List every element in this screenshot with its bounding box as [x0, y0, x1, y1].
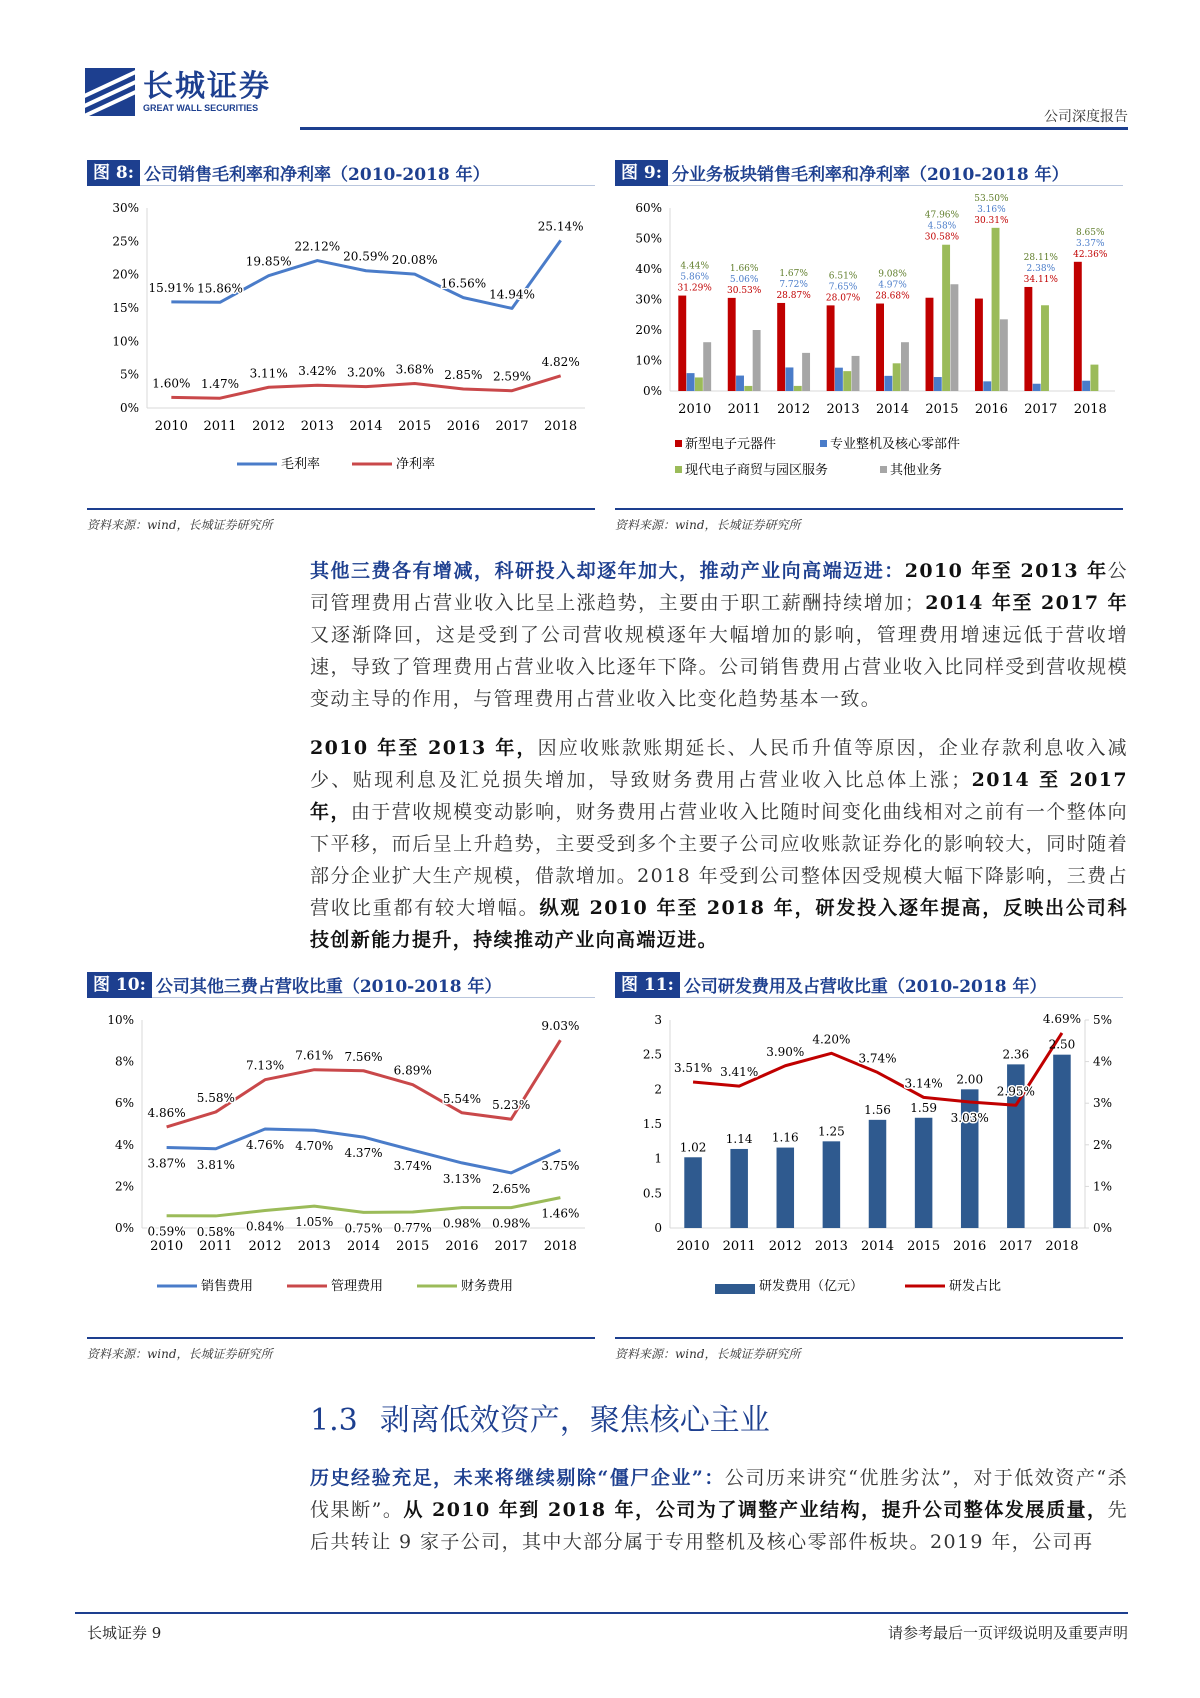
x-tick-label: 2018 — [544, 419, 578, 434]
data-label: 25.14% — [537, 219, 584, 234]
x-tick-label: 2011 — [199, 1239, 233, 1254]
x-tick-label: 2016 — [953, 1239, 987, 1254]
figure-number: 图 11: — [615, 972, 680, 998]
data-label: 5.54% — [442, 1091, 482, 1106]
figure-source: 资料来源：wind，长城证券研究所 — [87, 1337, 595, 1362]
y-tick-label: 0% — [119, 401, 139, 415]
legend-swatch — [715, 1284, 755, 1294]
y-tick-label: 25% — [112, 234, 139, 249]
x-tick-label: 2012 — [252, 419, 286, 434]
data-label: 4.76% — [245, 1137, 285, 1152]
y-tick-label: 2% — [114, 1179, 134, 1194]
paragraph-divestment — [310, 1462, 1128, 1558]
data-label: 31.29% — [677, 283, 712, 294]
bar-现代电子商贸与园区服务 — [893, 363, 901, 391]
y-tick-label: 30% — [112, 201, 139, 215]
data-label: 20.59% — [343, 249, 389, 264]
figure-title — [87, 972, 595, 998]
y-tick-label: 10% — [112, 334, 139, 349]
data-label: 4.37% — [344, 1146, 383, 1161]
bar-新型电子元器件 — [1074, 262, 1082, 391]
data-label: 4.82% — [541, 354, 580, 369]
bar-专业整机及核心零部件 — [983, 381, 991, 391]
data-label: 2.65% — [492, 1181, 531, 1196]
data-label: 1.59 — [910, 1100, 937, 1115]
bar-现代电子商贸与园区服务 — [992, 228, 1000, 391]
data-label: 4.70% — [295, 1139, 334, 1154]
data-label: 0.75% — [344, 1221, 383, 1236]
footer-page: 长城证券 9 — [87, 1624, 162, 1642]
legend-label: 管理费用 — [331, 1279, 384, 1294]
paragraph-emphasis: 2010 年至 2013 年 — [904, 560, 1108, 582]
chart-segment-margin — [615, 186, 1123, 504]
bar-研发费用（亿元） — [777, 1148, 795, 1228]
x-tick-label: 2011 — [722, 1239, 756, 1254]
chart-three-expenses — [87, 998, 595, 1333]
y-tick-label: 0% — [642, 384, 662, 398]
figure-number: 图 10: — [87, 972, 152, 998]
legend-swatch — [675, 440, 682, 447]
bar-研发费用（亿元） — [915, 1118, 933, 1228]
bar-现代电子商贸与园区服务 — [1041, 305, 1049, 391]
figure-10 — [87, 972, 595, 1362]
figure-title-text: 分业务板块销售毛利率和净利率（2010-2018 年） — [672, 165, 1069, 185]
data-label: 0.98% — [492, 1216, 531, 1231]
data-label: 3.14% — [904, 1076, 943, 1091]
bar-研发费用（亿元） — [1053, 1055, 1071, 1228]
chart-gross-net-margin — [87, 186, 595, 504]
paragraph-text: 公司管理费用占营业收入比呈上涨趋势，主要由于职工薪酬持续增加； — [310, 560, 1128, 614]
x-tick-label: 2018 — [1073, 402, 1107, 417]
bar-专业整机及核心零部件 — [1033, 384, 1041, 391]
y-tick-label: 0% — [114, 1221, 134, 1235]
y-tick-label: 40% — [635, 262, 662, 276]
x-tick-label: 2017 — [1024, 402, 1058, 417]
data-label: 28.68% — [875, 291, 910, 302]
data-label: 5.86% — [680, 272, 710, 283]
x-tick-label: 2014 — [346, 1239, 381, 1254]
bar-专业整机及核心零部件 — [786, 367, 794, 391]
data-label: 1.25 — [818, 1124, 845, 1139]
data-label: 4.58% — [927, 221, 957, 232]
bar-新型电子元器件 — [678, 296, 686, 391]
paragraph-text: 由于营收规模变动影响，财务费用占营业收入比随时间变化曲线相对之前有一个整体向下平移，而后呈上升趋势，主要受到多个主要子公司应收账款证券化的影响较大，同时随着部分企业扩大生产规模，借款增加。2018 年受到公司整体因受规模大幅下降影响，三费占营收比重都有较大增幅。 — [310, 801, 1128, 919]
y-tick-label: 15% — [112, 301, 139, 315]
x-tick-label: 2018 — [1045, 1239, 1079, 1254]
legend-swatch — [675, 466, 682, 473]
x-tick-label: 2013 — [814, 1239, 848, 1254]
y-tick-label: 2 — [654, 1082, 662, 1097]
data-label: 3.51% — [673, 1060, 713, 1075]
paragraph-text: 先后共转让 9 家子公司，其中大部分属于专用整机及核心零部件板块。2019 年，公司再 — [310, 1499, 1128, 1553]
data-label: 3.03% — [950, 1110, 989, 1125]
data-label: 1.47% — [200, 377, 240, 392]
paragraph-emphasis: 从 2010 年到 2018 年，公司为了调整产业结构，提升公司整体发展质量， — [403, 1499, 1108, 1521]
x-tick-label: 2010 — [154, 419, 188, 434]
data-label: 7.72% — [779, 279, 808, 290]
data-label: 3.13% — [442, 1171, 482, 1186]
data-label: 19.85% — [245, 254, 292, 269]
bar-研发费用（亿元） — [823, 1141, 841, 1228]
bar-其他业务 — [852, 356, 860, 391]
data-label: 30.58% — [924, 232, 960, 243]
legend-label: 研发占比 — [949, 1279, 1002, 1294]
data-label: 28.87% — [776, 290, 811, 301]
x-tick-label: 2013 — [826, 402, 860, 417]
figure-number: 图 9: — [615, 160, 668, 186]
y-tick-label: 6% — [114, 1096, 134, 1111]
y-tick-label: 20% — [635, 323, 662, 337]
x-tick-label: 2015 — [925, 402, 959, 417]
data-label: 0.84% — [245, 1219, 285, 1234]
paragraph-lead: 历史经验充足，未来将继续剔除“僵尸企业”： — [310, 1467, 725, 1489]
bar-其他业务 — [950, 284, 958, 391]
bar-其他业务 — [901, 342, 909, 391]
data-label: 28.11% — [1023, 252, 1058, 263]
bar-其他业务 — [1000, 319, 1008, 391]
bar-其他业务 — [753, 330, 761, 391]
data-label: 2.50 — [1048, 1037, 1076, 1052]
chart-rnd-expense — [615, 998, 1123, 1333]
data-label: 6.51% — [828, 271, 858, 282]
data-label: 1.60% — [152, 376, 191, 391]
x-tick-label: 2010 — [676, 1239, 710, 1254]
y-tick-label: 1.5 — [642, 1117, 662, 1131]
bar-专业整机及核心零部件 — [687, 373, 695, 391]
data-label: 4.86% — [147, 1105, 186, 1120]
data-label: 28.07% — [825, 293, 861, 304]
y2-tick-label: 4% — [1093, 1054, 1113, 1069]
y-tick-label: 4% — [114, 1137, 134, 1152]
x-tick-label: 2012 — [248, 1239, 282, 1254]
paragraph-emphasis: 2014 至 2017 年， — [310, 769, 1128, 823]
data-label: 2.36 — [1002, 1047, 1030, 1062]
data-label: 1.66% — [729, 263, 759, 274]
paragraph-expenses — [310, 555, 1128, 715]
y-tick-label: 0 — [654, 1221, 662, 1235]
y-tick-label: 10% — [635, 353, 662, 368]
x-tick-label: 2012 — [777, 402, 811, 417]
figure-title — [615, 160, 1123, 186]
figure-source: 资料来源：wind，长城证券研究所 — [615, 508, 1123, 533]
bar-专业整机及核心零部件 — [934, 377, 942, 391]
section-number: 1.3 — [310, 1403, 358, 1438]
company-logo — [85, 68, 271, 116]
x-tick-label: 2018 — [543, 1239, 577, 1254]
y-tick-label: 20% — [112, 267, 139, 282]
paragraph-text: 因应收账款账期延长、人民币升值等原因，企业存款利息收入减少、贴现利息及汇兑损失增加，导致财务费用占营业收入比总体上涨； — [310, 737, 1129, 791]
data-label: 14.94% — [489, 287, 535, 302]
paragraph-emphasis: 2014 年至 2017 年 — [925, 592, 1128, 614]
y2-tick-label: 3% — [1093, 1096, 1113, 1111]
y-tick-label: 0.5 — [642, 1186, 662, 1201]
paragraph-emphasis: 2010 年至 2013 年， — [310, 737, 538, 759]
paragraph-finance-costs — [310, 732, 1128, 956]
figure-title-text: 公司销售毛利率和净利率（2010-2018 年） — [144, 165, 490, 185]
y2-tick-label: 1% — [1093, 1179, 1113, 1194]
data-label: 3.16% — [977, 204, 1006, 215]
x-tick-label: 2017 — [999, 1239, 1033, 1254]
data-label: 30.53% — [727, 285, 762, 296]
data-label: 9.08% — [878, 269, 907, 280]
x-tick-label: 2011 — [727, 402, 761, 417]
data-label: 0.98% — [442, 1216, 482, 1231]
section-title: 剥离低效资产，聚焦核心主业 — [379, 1403, 770, 1438]
logo-wave-icon — [85, 68, 135, 116]
y2-tick-label: 2% — [1093, 1137, 1113, 1152]
data-label: 1.56 — [864, 1102, 891, 1117]
y-tick-label: 10% — [107, 1013, 134, 1027]
data-label: 16.56% — [440, 276, 487, 291]
x-tick-label: 2010 — [678, 402, 712, 417]
bar-新型电子元器件 — [827, 305, 835, 391]
data-label: 3.75% — [541, 1159, 580, 1173]
data-label: 3.20% — [346, 365, 386, 380]
paragraph-lead: 其他三费各有增减，科研投入却逐年加大，推动产业向高端迈进： — [310, 560, 905, 582]
legend-swatch — [880, 466, 887, 473]
data-label: 1.05% — [295, 1215, 334, 1230]
x-tick-label: 2017 — [494, 1239, 528, 1254]
legend-label: 净利率 — [396, 457, 436, 472]
data-label: 1.46% — [541, 1206, 580, 1221]
footer-divider — [75, 1612, 1128, 1614]
bar-新型电子元器件 — [975, 299, 983, 391]
data-label: 1.67% — [779, 268, 808, 279]
legend-label: 专业整机及核心零部件 — [830, 437, 961, 452]
data-label: 3.74% — [858, 1051, 897, 1066]
data-label: 3.11% — [249, 366, 288, 381]
bar-专业整机及核心零部件 — [736, 376, 744, 391]
data-label: 22.12% — [294, 239, 341, 254]
data-label: 20.08% — [391, 253, 438, 268]
x-tick-label: 2016 — [445, 1239, 479, 1254]
figure-title — [615, 972, 1123, 998]
legend-label: 现代电子商贸与园区服务 — [685, 463, 829, 478]
x-tick-label: 2014 — [349, 419, 383, 434]
legend-swatch — [820, 440, 827, 447]
data-label: 3.68% — [395, 362, 434, 377]
x-tick-label: 2013 — [300, 419, 334, 434]
bar-新型电子元器件 — [777, 303, 785, 391]
data-label: 7.56% — [344, 1049, 383, 1064]
line-财务费用 — [167, 1198, 561, 1216]
legend-label: 销售费用 — [201, 1279, 254, 1294]
bar-专业整机及核心零部件 — [1082, 381, 1090, 391]
bar-专业整机及核心零部件 — [884, 376, 892, 391]
x-tick-label: 2017 — [495, 419, 529, 434]
x-tick-label: 2013 — [297, 1239, 331, 1254]
header-divider — [300, 127, 1128, 130]
bar-新型电子元器件 — [1024, 287, 1032, 391]
figure-source: 资料来源：wind，长城证券研究所 — [615, 1337, 1123, 1362]
data-label: 4.69% — [1042, 1011, 1082, 1026]
data-label: 7.13% — [245, 1058, 285, 1073]
report-type: 公司深度报告 — [1044, 109, 1128, 125]
figure-11 — [615, 972, 1123, 1362]
figure-title — [87, 160, 595, 186]
data-label: 9.03% — [541, 1019, 580, 1034]
bar-新型电子元器件 — [876, 304, 884, 391]
data-label: 15.86% — [197, 281, 243, 296]
data-label: 3.74% — [393, 1159, 432, 1174]
y-tick-label: 1 — [654, 1151, 662, 1166]
data-label: 2.00 — [956, 1072, 984, 1087]
legend-label: 研发费用（亿元） — [759, 1279, 864, 1294]
bar-其他业务 — [703, 342, 711, 391]
data-label: 7.65% — [828, 282, 858, 293]
data-label: 2.38% — [1026, 263, 1056, 274]
legend-label: 财务费用 — [461, 1279, 514, 1294]
paragraph-text: 又逐渐降回，这是受到了公司营收规模逐年大幅增加的影响，管理费用增速远低于营收增速，导致了管理费用占营业收入比逐年下降。公司销售费用占营业收入比同样受到营收规模变动主导的作用，与管理费用占营业收入比变化趋势基本一致。 — [310, 624, 1128, 710]
data-label: 53.50% — [974, 193, 1009, 204]
figure-9 — [615, 160, 1123, 533]
data-label: 5.58% — [196, 1090, 235, 1105]
figure-title-text: 公司其他三费占营收比重（2010-2018 年） — [155, 977, 502, 997]
data-label: 47.96% — [924, 210, 960, 221]
data-label: 34.11% — [1023, 274, 1058, 285]
y-tick-label: 2.5 — [642, 1047, 662, 1062]
bar-专业整机及核心零部件 — [835, 368, 843, 391]
data-label: 1.02 — [679, 1140, 707, 1155]
y2-tick-label: 5% — [1093, 1013, 1113, 1027]
figure-title-text: 公司研发费用及占营收比重（2010-2018 年） — [683, 977, 1047, 997]
data-label: 3.41% — [720, 1065, 759, 1080]
data-label: 8.65% — [1075, 227, 1105, 238]
legend-label: 毛利率 — [281, 457, 321, 472]
data-label: 3.90% — [766, 1044, 805, 1059]
data-label: 3.37% — [1075, 238, 1105, 249]
bar-现代电子商贸与园区服务 — [695, 377, 703, 391]
x-tick-label: 2016 — [974, 402, 1008, 417]
footer-disclaimer: 请参考最后一页评级说明及重要声明 — [887, 1624, 1128, 1642]
figure-number: 图 8: — [87, 160, 140, 186]
x-tick-label: 2014 — [860, 1239, 895, 1254]
x-tick-label: 2014 — [875, 402, 910, 417]
x-tick-label: 2012 — [768, 1239, 802, 1254]
legend-label: 新型电子元器件 — [685, 437, 777, 452]
bar-其他业务 — [802, 353, 810, 391]
data-label: 15.91% — [148, 280, 195, 295]
logo-name-en: GREAT WALL SECURITIES — [143, 103, 259, 113]
x-tick-label: 2015 — [396, 1239, 430, 1254]
data-label: 1.16 — [771, 1130, 799, 1145]
data-label: 42.36% — [1073, 249, 1108, 260]
data-label: 7.61% — [295, 1048, 334, 1063]
figure-source: 资料来源：wind，长城证券研究所 — [87, 508, 595, 533]
logo-name-cn: 长城证券 — [143, 69, 271, 104]
data-label: 2.95% — [996, 1084, 1035, 1099]
bar-新型电子元器件 — [728, 298, 736, 391]
data-label: 2.85% — [444, 368, 483, 382]
paragraph-emphasis: 纵观 2010 年至 2018 年，研发投入逐年提高，反映出公司科技创新能力提升，持续推动产业向高端迈进。 — [310, 897, 1128, 951]
data-label: 4.20% — [812, 1032, 851, 1047]
data-label: 4.97% — [878, 280, 907, 291]
y-tick-label: 3 — [654, 1013, 662, 1027]
data-label: 5.06% — [729, 274, 759, 285]
y2-tick-label: 0% — [1093, 1221, 1113, 1235]
bar-现代电子商贸与园区服务 — [1090, 365, 1098, 391]
x-tick-label: 2016 — [446, 419, 480, 434]
bar-研发费用（亿元） — [730, 1149, 748, 1228]
x-tick-label: 2011 — [203, 419, 237, 434]
data-label: 0.58% — [196, 1224, 235, 1239]
data-label: 4.44% — [680, 261, 710, 272]
data-label: 0.77% — [393, 1220, 432, 1235]
bar-现代电子商贸与园区服务 — [843, 371, 851, 391]
bar-新型电子元器件 — [926, 298, 934, 391]
paragraph-text: 公司历来讲究“优胜劣汰”，对于低效资产“杀伐果断”。 — [310, 1467, 1128, 1521]
section-heading — [310, 1395, 792, 1439]
bar-现代电子商贸与园区服务 — [794, 386, 802, 391]
y-tick-label: 5% — [119, 367, 139, 382]
bar-研发费用（亿元） — [869, 1120, 887, 1228]
y-tick-label: 8% — [114, 1054, 134, 1069]
bar-研发费用（亿元） — [684, 1157, 702, 1228]
x-tick-label: 2010 — [150, 1239, 184, 1254]
y-tick-label: 30% — [635, 292, 662, 307]
data-label: 3.81% — [196, 1157, 235, 1172]
figure-8 — [87, 160, 595, 533]
data-label: 30.31% — [974, 215, 1009, 226]
x-tick-label: 2015 — [907, 1239, 941, 1254]
data-label: 1.14 — [725, 1131, 753, 1146]
data-label: 5.23% — [492, 1098, 531, 1113]
data-label: 6.89% — [393, 1063, 432, 1078]
y-tick-label: 50% — [635, 231, 662, 246]
x-tick-label: 2015 — [398, 419, 432, 434]
bar-现代电子商贸与园区服务 — [942, 245, 950, 391]
bar-现代电子商贸与园区服务 — [744, 386, 752, 391]
data-label: 2.59% — [492, 369, 532, 384]
data-label: 0.59% — [147, 1224, 186, 1239]
data-label: 3.87% — [147, 1156, 186, 1171]
data-label: 3.42% — [298, 364, 337, 379]
legend-label: 其他业务 — [890, 463, 943, 478]
y-tick-label: 60% — [635, 201, 662, 215]
